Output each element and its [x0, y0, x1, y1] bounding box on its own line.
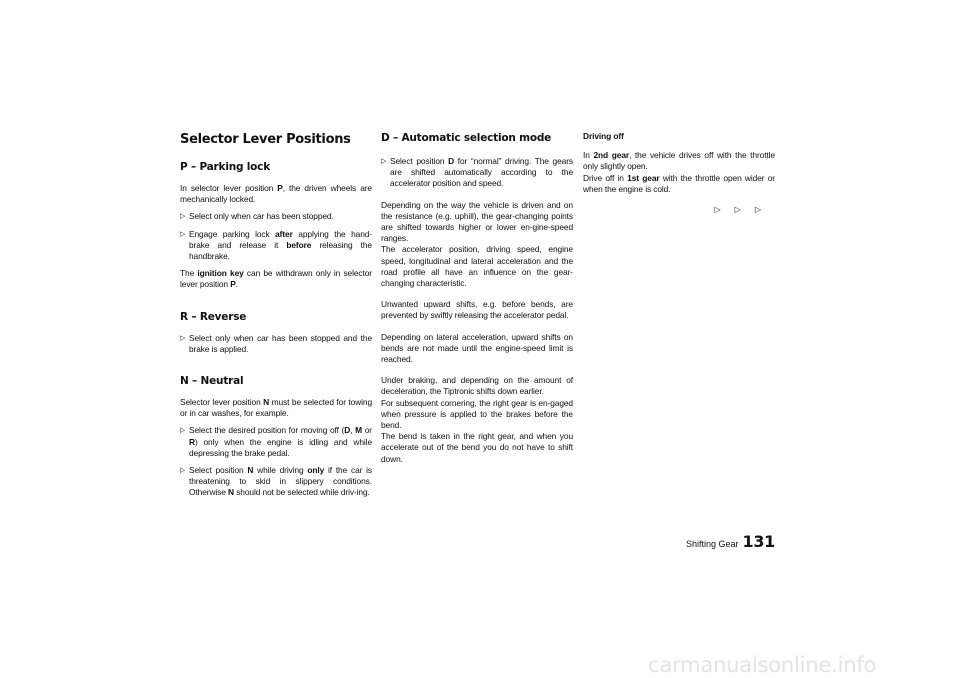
heading-automatic-mode: D – Automatic selection mode [381, 132, 552, 144]
heading-reverse: R – Reverse [180, 310, 247, 323]
watermark: carmanualsonline.info [648, 653, 877, 677]
page-footer [680, 532, 775, 552]
paragraph: Drive off in 1st gear with the throttle open wider or when the engine is cold. [583, 172, 775, 194]
middle-column [381, 128, 573, 465]
continue-arrows-icon: ▷▷▷ [714, 205, 775, 215]
bullet-arrow-icon: ▷ [180, 467, 186, 475]
paragraph: In 2nd gear, the vehicle drives off with the throttle only slightly open. [583, 150, 775, 172]
page-title: Selector Lever Positions [180, 132, 351, 147]
bullet-arrow-icon: ▷ [381, 158, 387, 165]
paragraph: Depending on the way the vehicle is driven and on the resistance (e.g. uphill), the gear-changing points are shifted towards higher or lower en-gine-speed ranges. [381, 199, 573, 244]
paragraph-ignition-key: The ignition key can be withdrawn only in selector lever position P. [180, 268, 372, 290]
list-item: ▷ Select the desired position for moving off (D, M or R) only when the engine is idling and while depressing the brake pedal. [180, 425, 372, 458]
bullet-arrow-icon: ▷ [180, 213, 186, 221]
heading-parking-lock: P – Parking lock [180, 161, 270, 173]
heading-neutral: N – Neutral [180, 375, 244, 388]
bullet-arrow-icon: ▷ [180, 230, 186, 238]
right-column [583, 128, 775, 214]
list-item: ▷ Select position N while driving only if the car is threatening to skid in slippery conditions. Otherwise N should not be selected while driv-ing. [180, 465, 372, 498]
bullet-arrow-icon: ▷ [180, 427, 186, 435]
heading-driving-off: Driving off [583, 131, 624, 141]
paragraph: The bend is taken in the right gear, and when you accelerate out of the bend you do not have to shift down. [381, 431, 573, 464]
paragraph: The accelerator position, driving speed, engine speed, longitudinal and lateral acceleration and the road profile all have an influence on the gear-changing characteristic. [381, 244, 573, 289]
list-item: ▷ Engage parking lock after applying the hand-brake and release it before releasing the handbrake. [180, 228, 372, 262]
paragraph: Under braking, and depending on the amount of deceleration, the Tiptronic shifts down earlier. [381, 375, 573, 397]
paragraph: Unwanted upward shifts, e.g. before bends, are prevented by swiftly releasing the accelerator pedal. [381, 299, 573, 321]
paragraph-parking-lock: In selector lever position P, the driven wheels are mechanically locked. [180, 183, 372, 205]
list-item: ▷ Select position D for “normal” driving. The gears are shifted automatically according to the accelerator position and speed. [381, 156, 573, 189]
paragraph-neutral: Selector lever position N must be selected for towing or in car washes, for example. [180, 397, 372, 419]
page-number: 131 [742, 532, 775, 551]
left-column [180, 128, 372, 505]
list-item: ▷ Select only when car has been stopped. [180, 211, 334, 222]
list-item: ▷ Select only when car has been stopped and the brake is applied. [180, 332, 372, 354]
section-name: Shifting Gear [685, 539, 739, 549]
paragraph: For subsequent cornering, the right gear is en-gaged when pressure is applied to the brakes before the bend. [381, 397, 573, 431]
bullet-arrow-icon: ▷ [180, 334, 186, 342]
paragraph: Depending on lateral acceleration, upward shifts on bends are not made until the engine-speed limit is reached. [381, 331, 573, 365]
